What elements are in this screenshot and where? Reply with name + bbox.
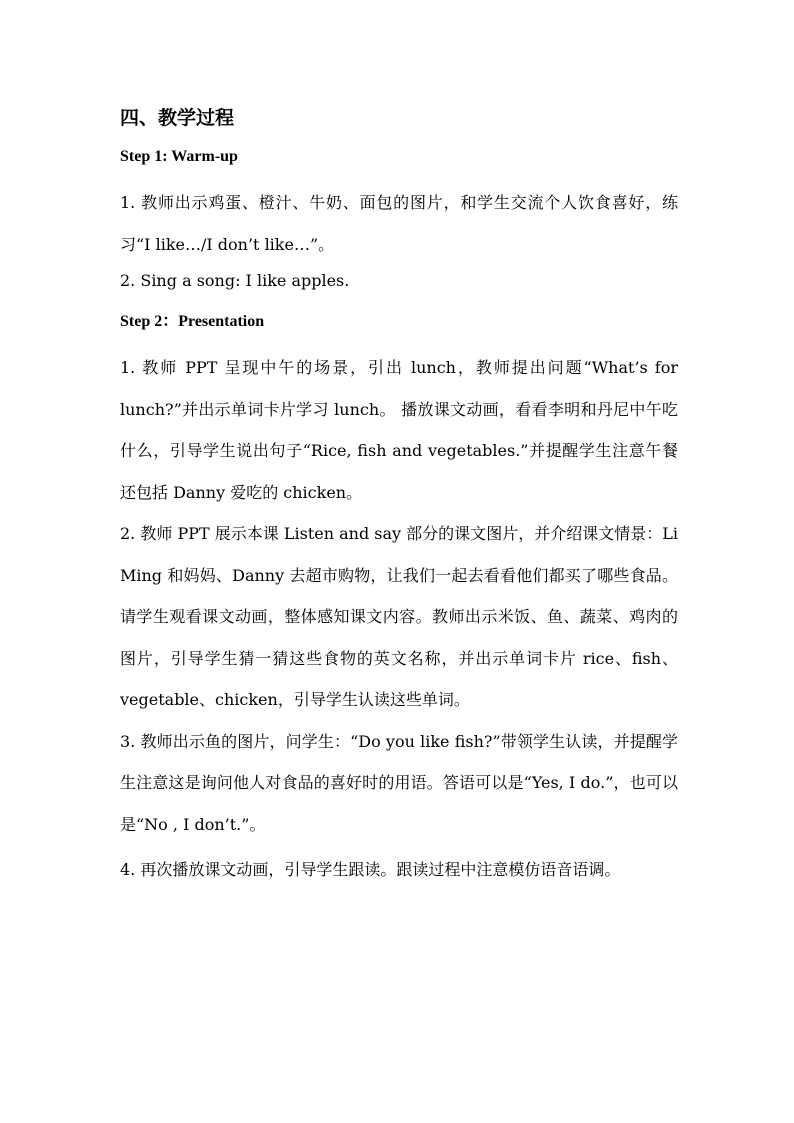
section-title: 四、教学过程 <box>120 107 235 129</box>
step1-item-2: 2. Sing a song: I like apples. <box>120 271 350 290</box>
step1-item-1: 1. 教师出示鸡蛋、橙汁、牛奶、面包的图片，和学生交流个人饮食喜好，练习“I like…/I don’t like…”。 <box>120 193 678 254</box>
step2-title: Step 2：Presentation <box>120 313 265 330</box>
step2-item-3: 3. 教师出示鱼的图片，问学生：“Do you like fish?”带领学生认读，并提醒学生注意这是询问他人对食品的喜好时的用语。答语可以是“Yes, I do.”，也可以是“No , I don’t.”。 <box>120 731 678 834</box>
step1-title: Step 1: Warm-up <box>120 148 238 165</box>
step2-item-2: 2. 教师 PPT 展示本课 Listen and say 部分的课文图片，并介绍课文情景：Li Ming 和妈妈、Danny 去超市购物，让我们一起去看看他们都买了哪些食品。请学生观看课文动画，整体感知课文内容。教师出示米饭、鱼、蔬菜、鸡肉的图片，引导学生猜一猜这些食物的英文名称，并出示单词卡片 rice、fish、vegetable、chicken，引导学生认读这些单词。 <box>120 524 678 709</box>
step2-item-4: 4. 再次播放课文动画，引导学生跟读。跟读过程中注意模仿语音语调。 <box>120 860 621 879</box>
step2-item-1: 1. 教师 PPT 呈现中午的场景，引出 lunch，教师提出问题“What’s for lunch?”并出示单词卡片学习 lunch。 播放课文动画，看看李明和丹尼中午吃什么，引导学生说出句子“Rice, fish and vegetables.”并提醒学生注意午餐还包括 Danny 爱吃的 chicken。 <box>120 358 678 502</box>
document-content <box>120 100 678 891</box>
